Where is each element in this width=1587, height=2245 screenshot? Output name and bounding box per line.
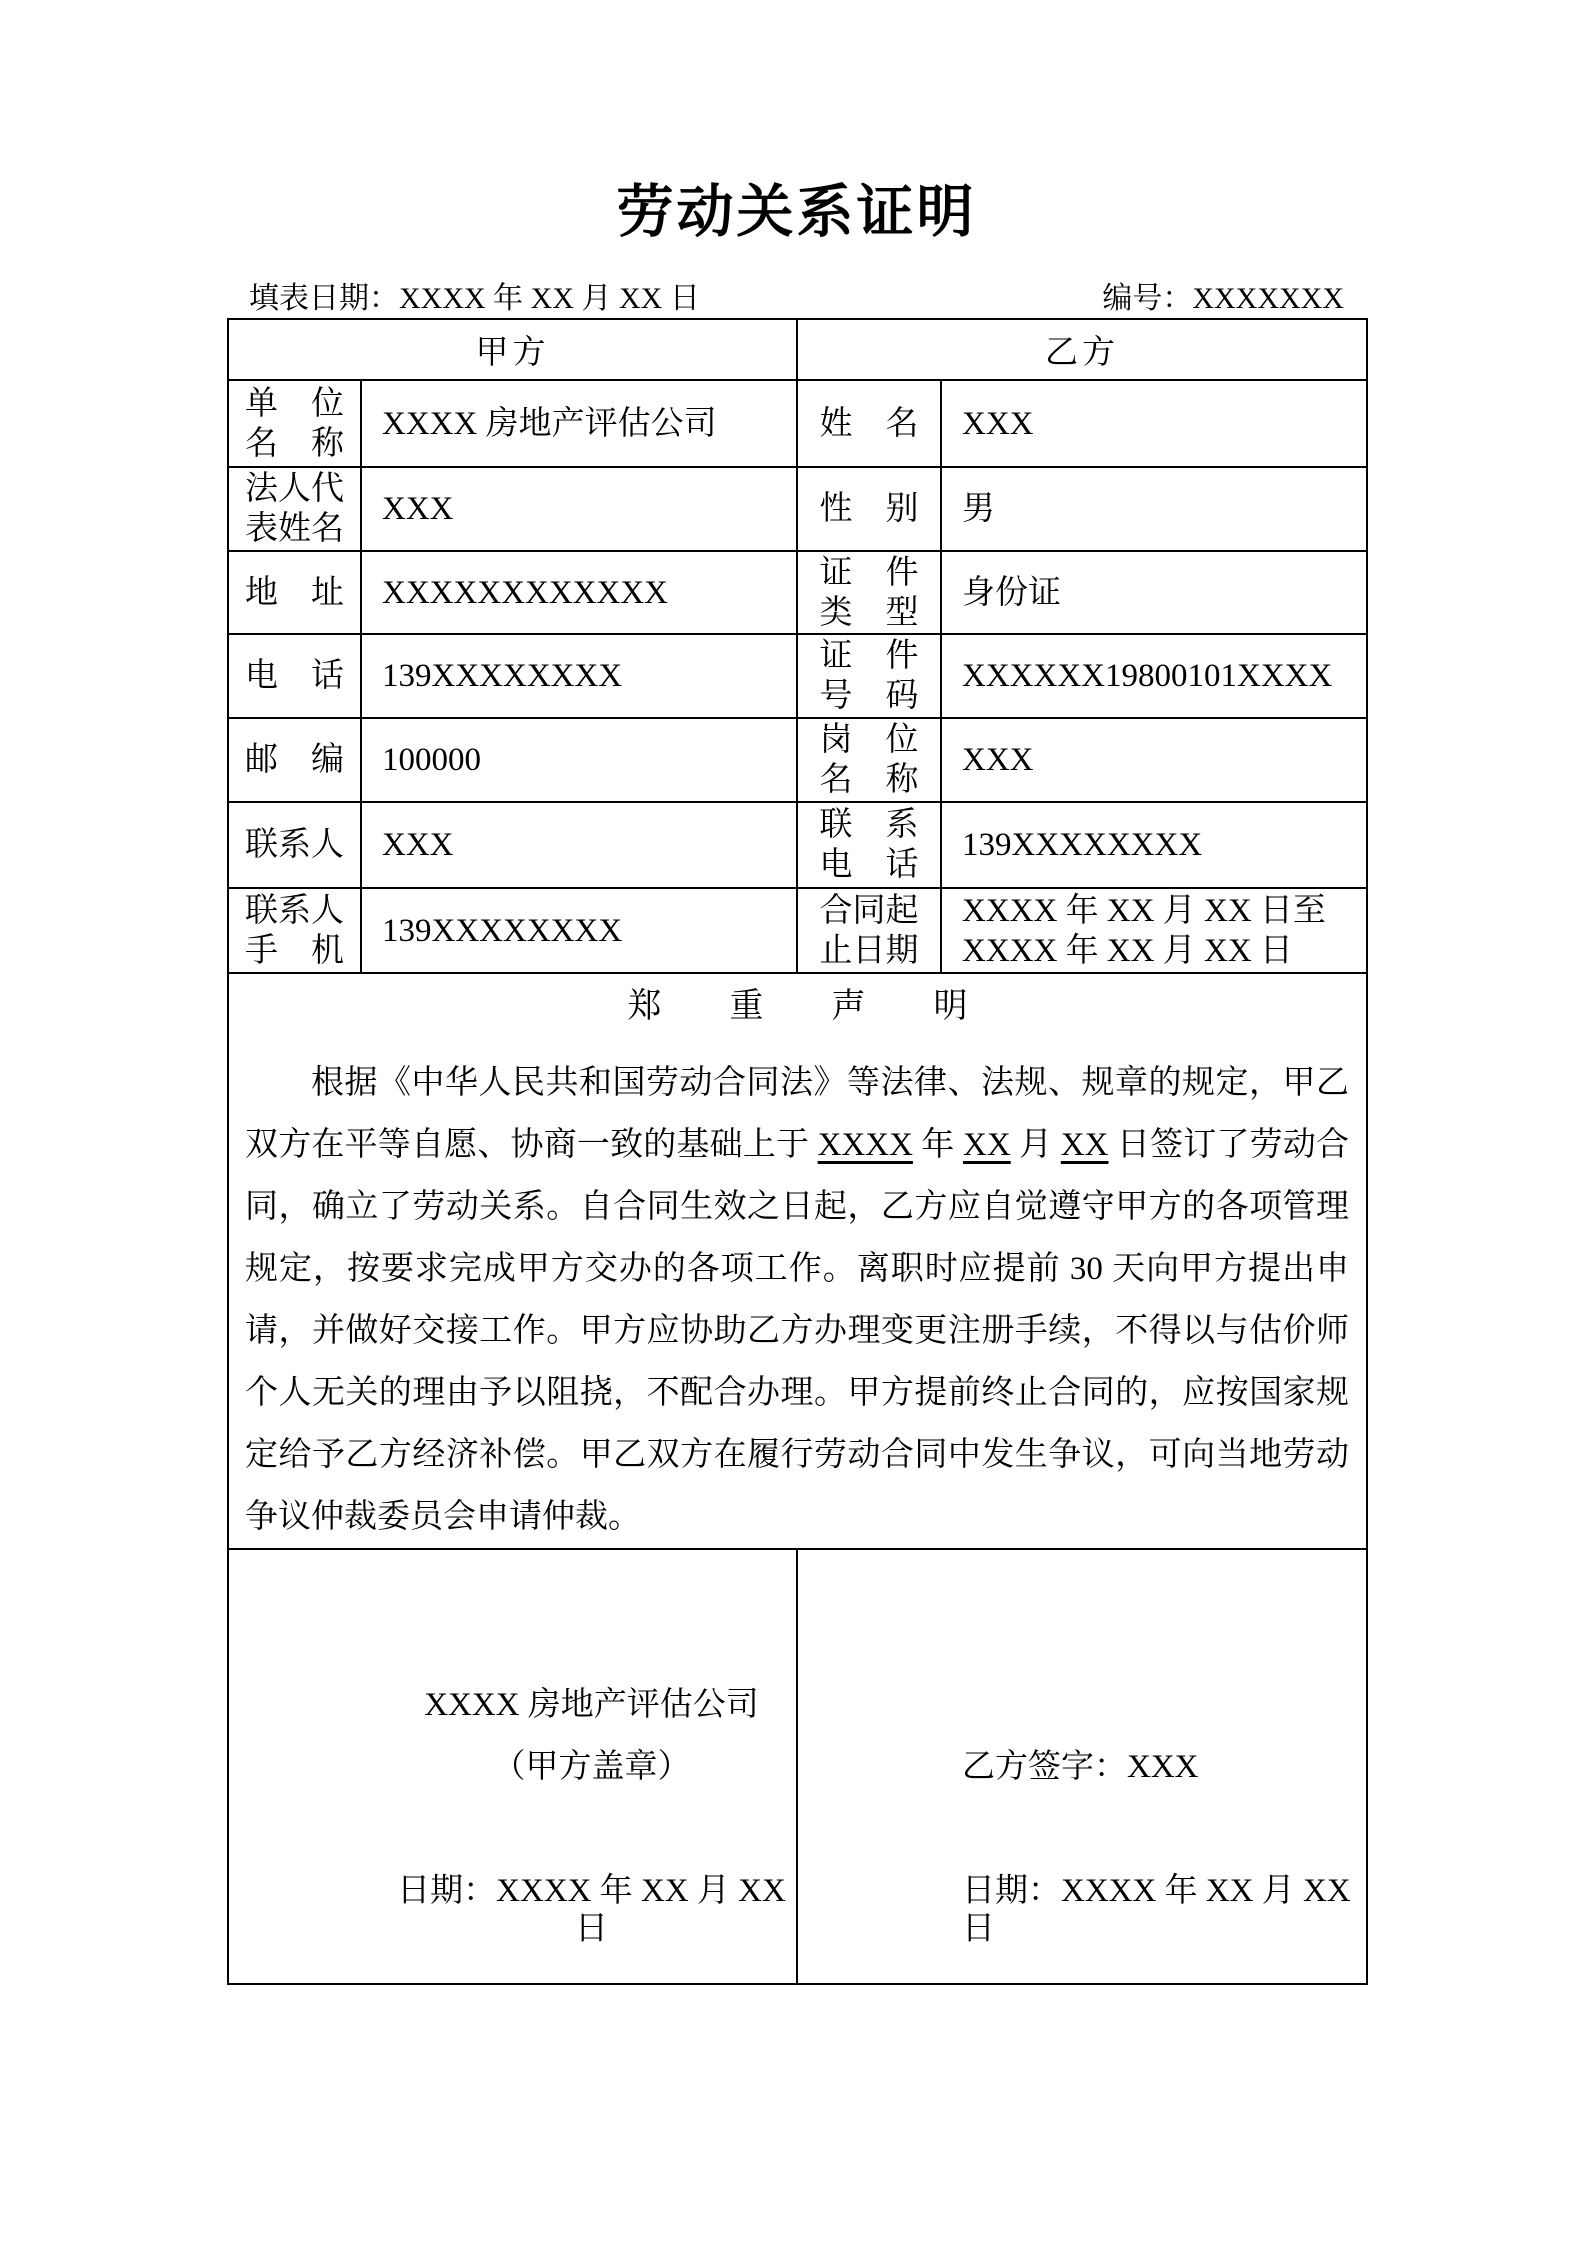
field-label-id-number: [797, 634, 941, 718]
party-a-date: 日期：XXXX 年 XX 月 XX 日: [397, 1873, 786, 1947]
field-label-gender: [797, 467, 941, 551]
party-b-header: 乙方: [797, 319, 1367, 380]
cell-text-line: XXX: [382, 491, 454, 527]
declaration-text: 日签订了劳动合同，确立了劳动关系。自合同生效之日起，乙方应自觉遵守甲方的各项管理规定，按要求完成甲方交办的各项工作。离职时应提前 30 天向甲方提出申请，并做好交接工作。甲方应协助乙方办理变更注册手续，不得以与估价师个人无关的理由予以阻挠，不配合办理。甲方提前终止合同的，应按国家规定给予乙方经济补偿。甲乙双方在履行劳动合同中发生争议，可向当地劳动争议仲裁委员会申请仲裁。: [245, 1127, 1350, 1535]
field-label-contact-mobile: [228, 888, 361, 973]
cell-text-line: 联系人: [245, 892, 344, 929]
field-label-phone: [228, 634, 361, 718]
cell-text-line: XXX: [962, 742, 1034, 778]
cell-text-line: XXXXXXXXXXXX: [382, 574, 668, 611]
declaration-paragraph: [245, 1052, 1349, 1548]
field-value-contact-tel: [941, 802, 1367, 888]
cell-text-line: 号 码: [819, 678, 919, 714]
cell-text-line: 性 别: [819, 491, 919, 527]
signature-row: [228, 1549, 1367, 1984]
cell-text-line: XXXX 房地产评估公司: [382, 405, 717, 442]
field-value-id-type: [941, 551, 1367, 634]
field-value-postcode: [361, 718, 797, 802]
field-value-id-number: [941, 634, 1367, 718]
field-value-legal-rep: [361, 467, 797, 551]
party-a-company-name: XXXX 房地产评估公司: [424, 1687, 759, 1723]
cell-text-line: 姓 名: [819, 405, 919, 442]
declaration-text: 月: [1010, 1127, 1061, 1163]
cell-text-line: 邮 编: [245, 742, 344, 778]
table-row-postcode: [228, 718, 1367, 802]
field-label-post-name: [797, 718, 941, 802]
cell-text-line: 地 址: [245, 574, 344, 611]
cell-text-line: XXX: [382, 827, 454, 863]
cell-text-line: 联 系: [819, 807, 919, 843]
cell-text-line: 联系人: [245, 827, 344, 863]
cell-text-line: 男: [962, 491, 995, 527]
table-row-contact: [228, 802, 1367, 888]
table-row-address: [228, 551, 1367, 634]
field-value-gender: [941, 467, 1367, 551]
field-label-contact: [228, 802, 361, 888]
party-b-date: 日期：XXXX 年 XX 月 XX 日: [962, 1873, 1351, 1947]
declaration-text: 根据《中华人民共和国劳动合同法》等法律、法规、规章的规定，甲乙双方在平等自愿、协商一致的基础上于: [245, 1065, 1349, 1163]
cell-text-line: XXX: [962, 405, 1034, 442]
field-label-legal-rep: [228, 467, 361, 551]
cell-text-line: 139XXXXXXXX: [962, 827, 1203, 863]
page-title: 劳动关系证明: [616, 180, 977, 244]
labor-relation-table: [227, 318, 1368, 1985]
declaration-text: 年: [912, 1127, 964, 1163]
party-b-signature: 乙方签字：XXX: [962, 1749, 1199, 1785]
field-value-contract-term: [941, 888, 1367, 973]
table-row-legal-rep: [228, 467, 1367, 551]
field-label-name: [797, 380, 941, 467]
cell-text-line: 单 位: [245, 385, 344, 422]
cell-text-line: XXXX 年 XX 月 XX 日至: [962, 892, 1326, 929]
cell-text-line: XXXXXX19800101XXXX: [962, 658, 1333, 694]
field-label-unit-name: [228, 380, 361, 467]
cell-text-line: 证 件: [819, 554, 919, 591]
field-value-post-name: [941, 718, 1367, 802]
field-label-postcode: [228, 718, 361, 802]
field-value-unit-name: [361, 380, 797, 467]
cell-text-line: XXXX 年 XX 月 XX 日: [962, 932, 1293, 969]
declaration-cell: [228, 973, 1367, 1549]
party-b-signature-cell: [797, 1549, 1367, 1984]
cell-text-line: 电 话: [819, 847, 919, 883]
party-a-stamp-note: （甲方盖章）: [492, 1749, 691, 1785]
cell-text-line: 身份证: [962, 574, 1061, 611]
table-header-row: [228, 319, 1367, 380]
declaration-blank-underlined: XXXX: [817, 1127, 913, 1163]
cell-text-line: 合同起: [819, 892, 919, 929]
cell-text-line: 表姓名: [245, 511, 344, 547]
cell-text-line: 139XXXXXXXX: [382, 658, 623, 694]
declaration-heading: 郑 重 声 明: [627, 988, 968, 1025]
declaration-blank-underlined: XX: [1060, 1127, 1109, 1163]
meta-row: [227, 282, 1366, 316]
field-label-id-type: [797, 551, 941, 634]
declaration-blank-underlined: XX: [963, 1127, 1011, 1163]
field-value-contact-mobile: [361, 888, 797, 973]
cell-text-line: 岗 位: [819, 722, 919, 758]
field-value-contact: [361, 802, 797, 888]
fill-date-text: 填表日期：XXXX 年 XX 月 XX 日: [249, 282, 700, 315]
cell-text-line: 法人代: [245, 471, 344, 507]
party-a-signature-cell: [228, 1549, 797, 1984]
cell-text-line: 名 称: [819, 762, 919, 798]
field-value-name: [941, 380, 1367, 467]
cell-text-line: 止日期: [819, 932, 919, 969]
cell-text-line: 手 机: [245, 932, 344, 969]
field-label-contract-term: [797, 888, 941, 973]
cell-text-line: 名 称: [245, 425, 344, 462]
field-value-address: [361, 551, 797, 634]
cell-text-line: 证 件: [819, 638, 919, 674]
party-a-header: 甲方: [228, 319, 797, 380]
table-row-unit-name: [228, 380, 1367, 467]
cell-text-line: 类 型: [819, 594, 919, 631]
cell-text-line: 139XXXXXXXX: [382, 912, 623, 949]
field-value-phone: [361, 634, 797, 718]
field-label-contact-tel: [797, 802, 941, 888]
table-row-phone: [228, 634, 1367, 718]
cell-text-line: 电 话: [245, 658, 344, 694]
declaration-row: [228, 973, 1367, 1549]
field-label-address: [228, 551, 361, 634]
serial-number-text: 编号：XXXXXXX: [1102, 282, 1344, 315]
cell-text-line: 100000: [382, 742, 481, 778]
table-row-contact-mobile: [228, 888, 1367, 973]
